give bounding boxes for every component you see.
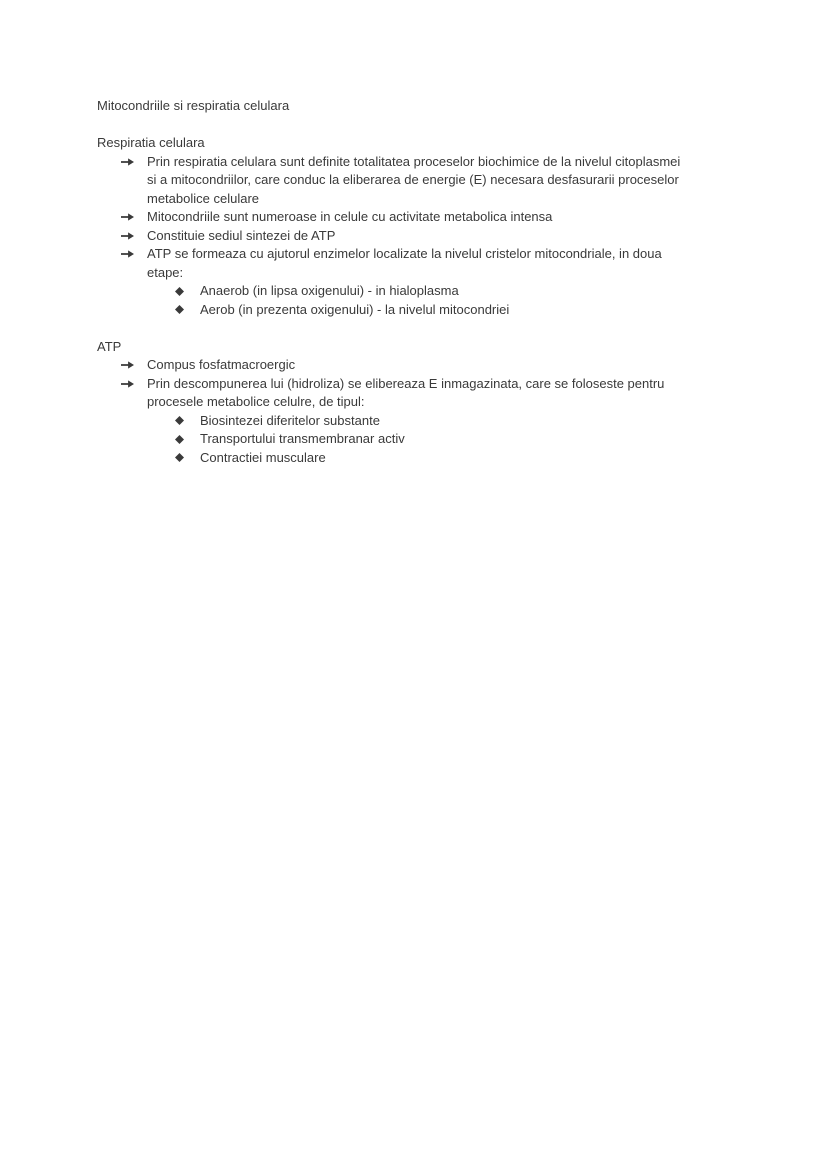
bullet-item: [97, 208, 788, 227]
text-line: Biosintezei diferitelor substante: [200, 412, 380, 428]
diamond-bullet-icon: [175, 412, 200, 431]
text-line: Anaerob (in lipsa oxigenului) - in hialoplasma: [200, 283, 459, 298]
bullet-text: [147, 153, 788, 209]
diamond-bullet-icon: [175, 282, 200, 301]
bullet-text: [200, 430, 788, 449]
bullet-text: [200, 449, 788, 468]
bullet-item: [97, 153, 788, 209]
document-sections: [97, 134, 788, 467]
text-line: Mitocondriile sunt numeroase in celule cu activitate metabolica intensa: [147, 209, 553, 224]
bullet-item: [97, 430, 788, 449]
text-line: Constituie sediul sintezei de ATP: [147, 227, 336, 243]
bullet-text: [200, 282, 788, 301]
bullet-item: [97, 282, 788, 301]
text-line: ATP se formeaza cu ajutorul enzimelor localizate la nivelul cristelor mitocondriale, in doua: [147, 246, 662, 261]
text-line: Contractiei musculare: [200, 449, 326, 465]
bullet-text: [147, 375, 788, 412]
arrow-bullet-icon: [121, 227, 147, 246]
bullet-text: [147, 356, 788, 375]
text-line: Aerob (in prezenta oxigenului) - la nivelul mitocondriei: [200, 301, 510, 317]
section-heading: Respiratia celulara: [97, 135, 205, 150]
arrow-bullet-icon: [121, 375, 147, 394]
text-line: Compus fosfatmacroergic: [147, 357, 296, 372]
bullet-item: [97, 301, 788, 320]
arrow-bullet-icon: [121, 356, 147, 375]
bullet-item: [97, 245, 788, 282]
bullet-text: [200, 412, 788, 431]
diamond-bullet-icon: [175, 301, 200, 320]
section-heading: ATP: [97, 338, 122, 354]
text-line: Transportului transmembranar activ: [200, 431, 405, 446]
text-line: si a mitocondriilor, care conduc la eliberarea de energie (E) necesara desfasurarii proceselor: [147, 172, 679, 187]
text-line: Prin descompunerea lui (hidroliza) se elibereaza E inmagazinata, care se foloseste pentru: [147, 375, 665, 391]
arrow-bullet-icon: [121, 153, 147, 172]
text-line: metabolice celulare: [147, 190, 260, 206]
arrow-bullet-icon: [121, 208, 147, 227]
arrow-bullet-icon: [121, 245, 147, 264]
document-title: Mitocondriile si respiratia celulara: [97, 98, 290, 113]
blank-line: [97, 319, 788, 338]
bullet-item: [97, 412, 788, 431]
bullet-text: [200, 301, 788, 320]
bullet-item: [97, 356, 788, 375]
text-line: Prin respiratia celulara sunt definite totalitatea proceselor biochimice de la nivelul citoplasmei: [147, 153, 681, 169]
bullet-text: [147, 245, 788, 282]
bullet-text: [147, 208, 788, 227]
diamond-bullet-icon: [175, 430, 200, 449]
bullet-item: [97, 375, 788, 412]
text-line: procesele metabolice celulre, de tipul:: [147, 394, 365, 409]
blank-line: [97, 116, 788, 135]
bullet-item: [97, 449, 788, 468]
document-content: [97, 97, 788, 467]
text-line: etape:: [147, 264, 184, 280]
bullet-item: [97, 227, 788, 246]
bullet-text: [147, 227, 788, 246]
diamond-bullet-icon: [175, 449, 200, 468]
